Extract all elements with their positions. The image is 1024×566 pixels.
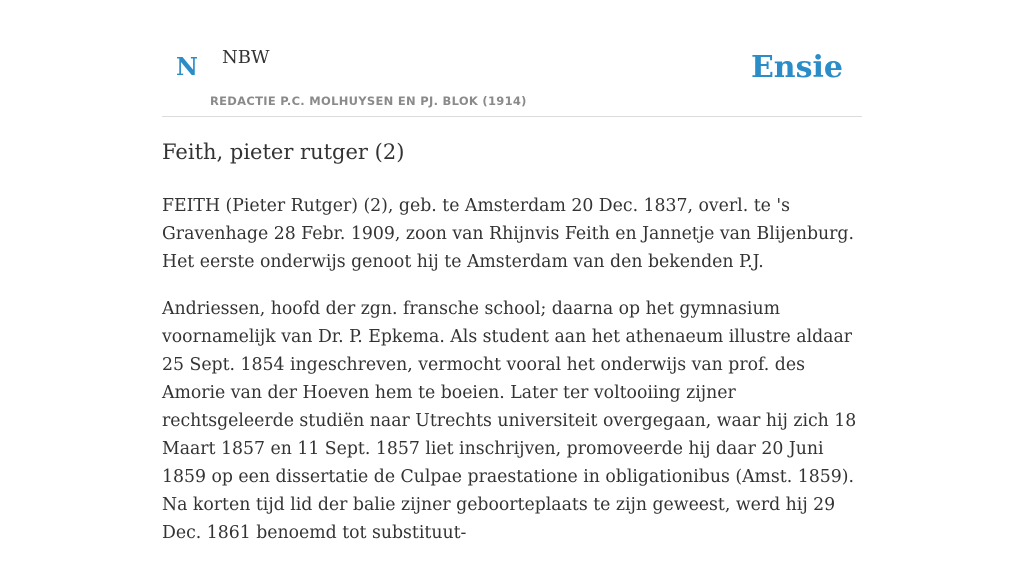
entry-paragraph: FEITH (Pieter Rutger) (2), geb. te Amsterdam 20 Dec. 1837, overl. te 's Gravenhage 28 Febr. 1909, zoon van Rhijnvis Feith en Jannetje van Blijenburg. Het eerste onderwijs genoot hij te Amsterdam van den bekenden P.J. — [162, 196, 854, 272]
source-title[interactable]: NBW — [222, 47, 270, 68]
source-header — [162, 0, 862, 117]
entry-body — [162, 192, 862, 566]
source-logo[interactable]: N — [176, 52, 198, 81]
page — [162, 0, 862, 543]
entry-title: Feith, pieter rutger (2) — [162, 140, 405, 164]
brand-logo[interactable]: Ensie — [750, 50, 843, 85]
source-subtitle: REDACTIE P.C. MOLHUYSEN EN PJ. BLOK (1914) — [210, 94, 527, 108]
entry-paragraph: Andriessen, hoofd der zgn. fransche school; daarna op het gymnasium voornamelijk van Dr. P. Epkema. Als student aan het athenaeum illustre aldaar 25 Sept. 1854 ingeschreven, vermocht vooral het onderwijs van prof. des Amorie van der Hoeven hem te boeien. Later ter voltooiing zijner rechtsgeleerde studiën naar Utrechts universiteit overgegaan, waar hij zich 18 Maart 1857 en 11 Sept. 1857 liet inschrijven, promoveerde hij daar 20 Juni 1859 op een dissertatie de Culpae praestatione in obligationibus (Amst. 1859). Na korten tijd lid der balie zijner geboorteplaats te zijn geweest, werd hij 29 Dec. 1861 benoemd tot substituut- — [162, 299, 857, 543]
